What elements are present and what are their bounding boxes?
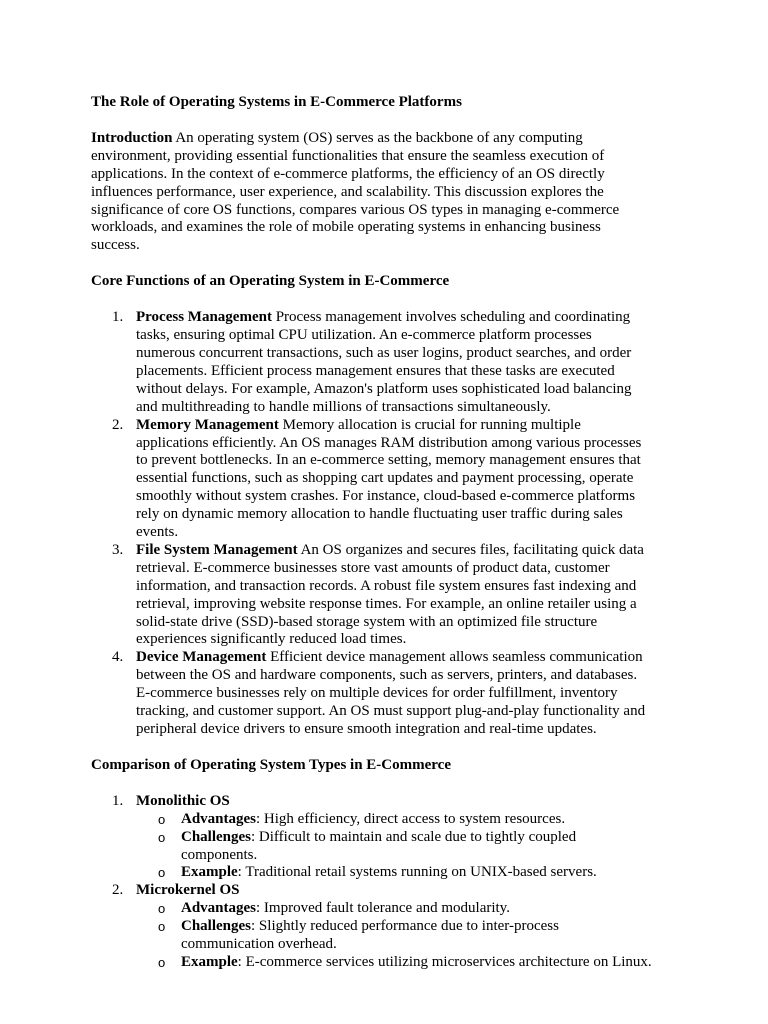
comparison-heading: Comparison of Operating System Types in E-Commerce (91, 756, 451, 773)
item-title: Process Management (136, 309, 272, 326)
intro-text: An operating system (OS) serves as the backbone of any computing environment, providing essential functionalities that ensure the seamless execution of applications. In the context of e-commerce platforms, the efficiency of an OS directly influences performance, user experience, and scalability. This discussion explores the significance of core OS functions, compares various OS types in managing e-commerce workloads, and examines the role of mobile operating systems in enhancing business success. (91, 129, 620, 254)
item-text: An OS organizes and secures files, facilitating quick data retrieval. E-commerce businesses store vast amounts of product data, customer information, and transaction records. A robust file system ensures fast indexing and retrieval, improving website response times. For example, an online retailer using a solid-state drive (SSD)-based storage system with an optimized file structure experiences significantly reduced load times. (136, 541, 644, 648)
list-number: 2. (112, 416, 124, 433)
list-number: 2. (112, 882, 124, 899)
bullet-marker: o (158, 865, 166, 881)
list-number: 4. (112, 649, 124, 666)
sub-list-item (136, 900, 653, 918)
sub-list-item (136, 829, 653, 865)
point-label: Example (181, 864, 238, 881)
list-item (91, 882, 653, 972)
sub-list-item (136, 954, 653, 972)
point-label: Challenges (181, 828, 252, 845)
list-item (91, 542, 653, 649)
list-item (91, 309, 653, 416)
item-title: Device Management (136, 649, 267, 666)
item-text: Efficient device management allows seamless communication between the OS and hardware components, such as servers, printers, and databases. E-commerce businesses rely on multiple devices for order fulfillment, inventory tracking, and customer support. An OS must support plug-and-play functionality and peripheral device drivers to ensure smooth integration and real-time updates. (136, 649, 646, 737)
point-text: : Traditional retail systems running on UNIX-based servers. (237, 864, 597, 881)
item-title: File System Management (136, 541, 298, 558)
document-body (91, 94, 653, 972)
bullet-marker: o (158, 954, 166, 970)
list-number: 3. (112, 541, 124, 558)
point-text: : Slightly reduced performance due to inter-process communication overhead. (181, 918, 559, 953)
bullet-marker: o (158, 919, 166, 935)
list-item (91, 417, 653, 542)
os-type-title: Monolithic OS (136, 792, 230, 809)
point-label: Advantages (181, 900, 257, 917)
document-title: The Role of Operating Systems in E-Commerce Platforms (91, 94, 462, 110)
item-text: Process management involves scheduling and coordinating tasks, ensuring optimal CPU utilization. An e-commerce platform processes numerous concurrent transactions, such as user logins, product searches, and order placements. Efficient process management ensures that these tasks are executed without delays. For example, Amazon's platform uses sophisticated load balancing and multithreading to handle millions of transactions simultaneously. (136, 309, 632, 415)
point-label: Challenges (181, 918, 252, 935)
list-item (91, 793, 653, 883)
core-functions-heading: Core Functions of an Operating System in E-Commerce (91, 273, 450, 290)
point-text: : Difficult to maintain and scale due to tightly coupled components. (181, 828, 577, 863)
sub-list (136, 900, 653, 972)
sub-list-item (136, 811, 653, 829)
bullet-marker: o (158, 829, 166, 845)
list-item (91, 649, 653, 739)
point-label: Advantages (181, 810, 257, 827)
list-number: 1. (112, 792, 124, 809)
bullet-marker: o (158, 901, 166, 917)
bullet-marker: o (158, 811, 166, 827)
os-type-title: Microkernel OS (136, 882, 240, 899)
point-text: : Improved fault tolerance and modularity. (256, 900, 510, 917)
core-functions-list (91, 309, 653, 739)
intro-label: Introduction (91, 129, 173, 146)
sub-list-item (136, 918, 653, 954)
item-text: Memory allocation is crucial for running multiple applications efficiently. An OS manages RAM distribution among various processes to prevent bottlenecks. In an e-commerce setting, memory management ensures that essential functions, such as shopping cart updates and payment processing, operate smoothly without system crashes. For instance, cloud-based e-commerce platforms rely on dynamic memory allocation to handle fluctuating user traffic during sales events. (136, 416, 642, 541)
sub-list (136, 811, 653, 883)
sub-list-item (136, 864, 653, 882)
intro-paragraph (91, 130, 653, 255)
point-label: Example (181, 953, 238, 970)
item-title: Memory Management (136, 416, 279, 433)
point-text: : E-commerce services utilizing microservices architecture on Linux. (237, 953, 652, 970)
point-text: : High efficiency, direct access to system resources. (256, 810, 566, 827)
os-types-list (91, 793, 653, 972)
list-number: 1. (112, 309, 124, 326)
